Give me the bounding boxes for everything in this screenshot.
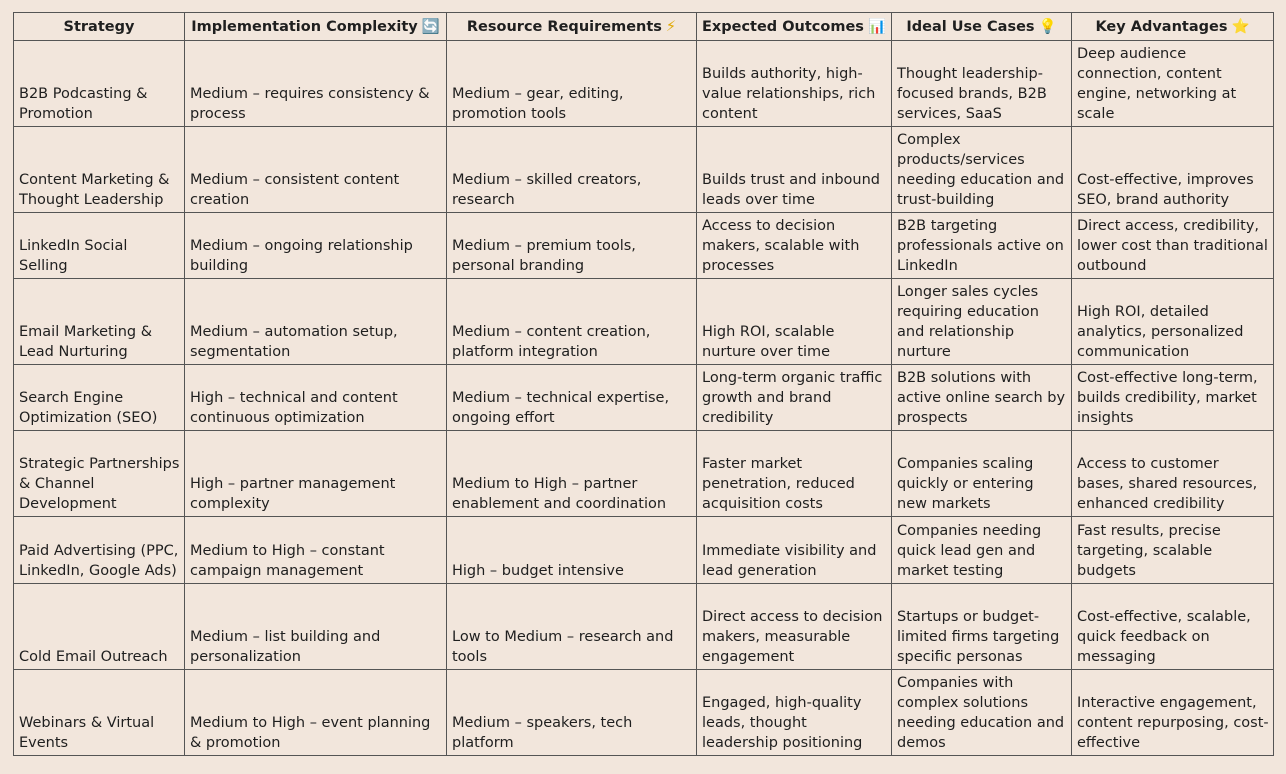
cell-strategy: Cold Email Outreach <box>14 584 185 670</box>
cell-key-advantages: Fast results, precise targeting, scalable budgets <box>1072 517 1274 584</box>
table-row <box>14 670 1274 756</box>
cell-resource-requirements: Medium – speakers, tech platform <box>447 670 697 756</box>
cell-resource-requirements: Medium – technical expertise, ongoing effort <box>447 365 697 431</box>
cell-ideal-use-cases: Complex products/services needing education and trust-building <box>892 127 1072 213</box>
table-row <box>14 517 1274 584</box>
cell-strategy: Strategic Partnerships & Channel Development <box>14 431 185 517</box>
cell-ideal-use-cases: Longer sales cycles requiring education and relationship nurture <box>892 279 1072 365</box>
header-resource-requirements: Resource Requirements ⚡ <box>447 13 697 41</box>
bar-chart-icon: 📊 <box>867 18 887 35</box>
cell-key-advantages: Cost-effective, improves SEO, brand authority <box>1072 127 1274 213</box>
cell-resource-requirements: Low to Medium – research and tools <box>447 584 697 670</box>
table-row <box>14 279 1274 365</box>
header-ideal-use-cases: Ideal Use Cases 💡 <box>892 13 1072 41</box>
cell-expected-outcomes: Access to decision makers, scalable with processes <box>697 213 892 279</box>
cell-key-advantages: Direct access, credibility, lower cost than traditional outbound <box>1072 213 1274 279</box>
cell-expected-outcomes: High ROI, scalable nurture over time <box>697 279 892 365</box>
cell-key-advantages: Interactive engagement, content repurposing, cost-effective <box>1072 670 1274 756</box>
cell-resource-requirements: High – budget intensive <box>447 517 697 584</box>
cell-implementation-complexity: Medium – list building and personalization <box>185 584 447 670</box>
table-row <box>14 365 1274 431</box>
lightbulb-icon: 💡 <box>1038 18 1057 35</box>
cell-implementation-complexity: Medium – ongoing relationship building <box>185 213 447 279</box>
table-row <box>14 431 1274 517</box>
cell-resource-requirements: Medium – premium tools, personal branding <box>447 213 697 279</box>
header-implementation-complexity: Implementation Complexity 🔄 <box>185 13 447 41</box>
cell-expected-outcomes: Builds authority, high-value relationships, rich content <box>697 41 892 127</box>
cell-implementation-complexity: High – partner management complexity <box>185 431 447 517</box>
cell-strategy: Content Marketing & Thought Leadership <box>14 127 185 213</box>
cell-strategy: LinkedIn Social Selling <box>14 213 185 279</box>
cell-resource-requirements: Medium to High – partner enablement and coordination <box>447 431 697 517</box>
cell-resource-requirements: Medium – gear, editing, promotion tools <box>447 41 697 127</box>
cell-strategy: B2B Podcasting & Promotion <box>14 41 185 127</box>
cell-key-advantages: Deep audience connection, content engine, networking at scale <box>1072 41 1274 127</box>
table-row <box>14 213 1274 279</box>
header-expected-outcomes: Expected Outcomes 📊 <box>697 13 892 41</box>
table-row <box>14 584 1274 670</box>
cycle-icon: 🔄 <box>421 18 440 35</box>
cell-expected-outcomes: Long-term organic traffic growth and brand credibility <box>697 365 892 431</box>
cell-ideal-use-cases: B2B solutions with active online search by prospects <box>892 365 1072 431</box>
header-strategy: Strategy <box>14 13 185 41</box>
cell-implementation-complexity: Medium to High – event planning & promotion <box>185 670 447 756</box>
cell-key-advantages: Access to customer bases, shared resources, enhanced credibility <box>1072 431 1274 517</box>
cell-expected-outcomes: Immediate visibility and lead generation <box>697 517 892 584</box>
cell-ideal-use-cases: Companies needing quick lead gen and market testing <box>892 517 1072 584</box>
table-row <box>14 41 1274 127</box>
header-row <box>14 13 1274 41</box>
cell-resource-requirements: Medium – skilled creators, research <box>447 127 697 213</box>
header-key-advantages: Key Advantages ⭐ <box>1072 13 1274 41</box>
cell-strategy: Search Engine Optimization (SEO) <box>14 365 185 431</box>
cell-strategy: Webinars & Virtual Events <box>14 670 185 756</box>
cell-ideal-use-cases: Companies scaling quickly or entering new markets <box>892 431 1072 517</box>
cell-key-advantages: Cost-effective, scalable, quick feedback on messaging <box>1072 584 1274 670</box>
cell-implementation-complexity: Medium – requires consistency & process <box>185 41 447 127</box>
cell-ideal-use-cases: B2B targeting professionals active on LinkedIn <box>892 213 1072 279</box>
cell-ideal-use-cases: Startups or budget-limited firms targeting specific personas <box>892 584 1072 670</box>
star-icon: ⭐ <box>1231 18 1250 35</box>
cell-implementation-complexity: Medium – automation setup, segmentation <box>185 279 447 365</box>
cell-expected-outcomes: Direct access to decision makers, measurable engagement <box>697 584 892 670</box>
cell-expected-outcomes: Faster market penetration, reduced acquisition costs <box>697 431 892 517</box>
cell-strategy: Paid Advertising (PPC, LinkedIn, Google Ads) <box>14 517 185 584</box>
cell-strategy: Email Marketing & Lead Nurturing <box>14 279 185 365</box>
cell-implementation-complexity: Medium to High – constant campaign management <box>185 517 447 584</box>
cell-ideal-use-cases: Thought leadership-focused brands, B2B services, SaaS <box>892 41 1072 127</box>
table-row <box>14 127 1274 213</box>
cell-resource-requirements: Medium – content creation, platform integration <box>447 279 697 365</box>
cell-expected-outcomes: Engaged, high-quality leads, thought leadership positioning <box>697 670 892 756</box>
cell-expected-outcomes: Builds trust and inbound leads over time <box>697 127 892 213</box>
strategy-comparison-table <box>13 12 1274 756</box>
cell-key-advantages: High ROI, detailed analytics, personalized communication <box>1072 279 1274 365</box>
cell-implementation-complexity: High – technical and content continuous optimization <box>185 365 447 431</box>
lightning-icon: ⚡ <box>665 18 677 35</box>
cell-ideal-use-cases: Companies with complex solutions needing education and demos <box>892 670 1072 756</box>
cell-key-advantages: Cost-effective long-term, builds credibility, market insights <box>1072 365 1274 431</box>
cell-implementation-complexity: Medium – consistent content creation <box>185 127 447 213</box>
